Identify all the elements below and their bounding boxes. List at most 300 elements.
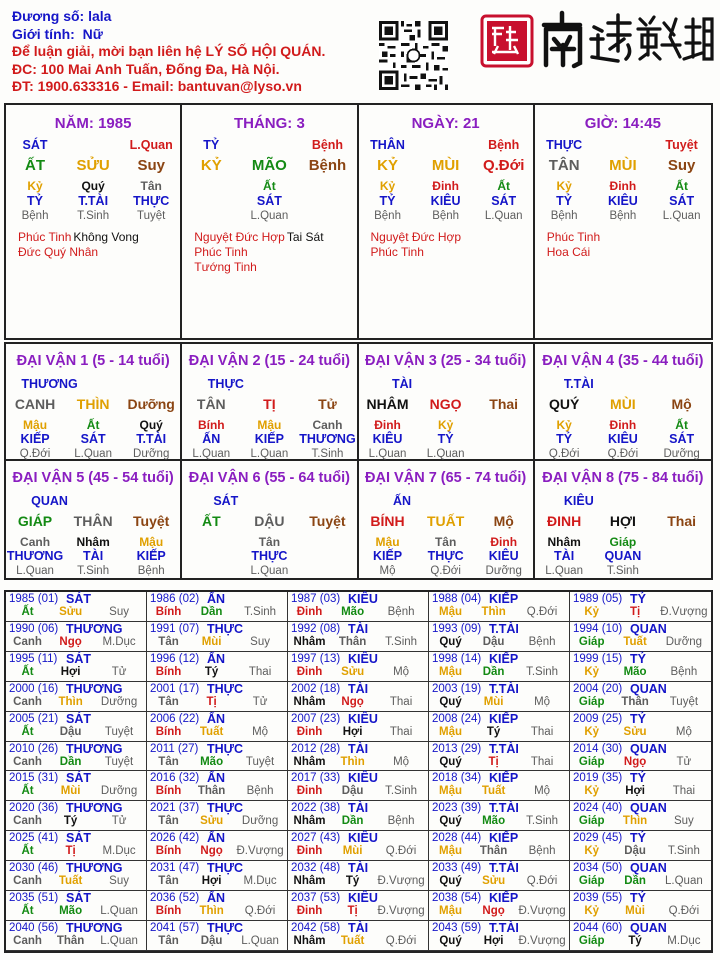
dv-cell: L.Quan [250,448,289,460]
year-branch: Thìn [199,905,224,918]
dai-van-god: SÁT [213,494,239,508]
year-god: KIÊU [348,592,378,606]
dv-cell: MÙI [610,396,636,412]
year-god: T.TÀI [489,861,519,876]
year-phase: Suy [673,815,694,828]
year-cell [570,801,711,831]
pillar-stem-branch-row [182,157,356,174]
dv-cell: Tử [318,396,337,412]
pillar-cell: Bệnh [21,210,49,222]
dai-van-title: ĐẠI VẬN 1 (5 - 14 tuổi) [16,353,170,369]
year-branch: Tị [347,905,358,918]
hidden-stem-row [535,179,711,193]
gender-label: Giới tính: [12,25,75,42]
dai-van-cell [182,461,358,578]
year-god: THỰC [207,681,244,696]
qr-code-icon [379,21,448,90]
year-label: 2022 (38) [291,802,341,815]
year-stem: Mậu [439,725,463,738]
pillar-title: NGÀY: 21 [411,115,480,132]
hidden-stem-row [182,179,356,193]
star-line [18,230,139,245]
year-phase: Mộ [534,785,551,798]
dv-cell: Tân [258,535,281,549]
year-label: 2016 (32) [150,772,200,785]
pillar-cell: Ất [497,179,511,193]
dai-van-god: QUAN [31,494,68,508]
year-cell [6,742,147,772]
year-cell [147,742,288,772]
year-label: 1986 (02) [150,593,200,605]
pillar-cell: Kỷ [27,179,43,193]
year-phase: T.Sinh [667,845,700,858]
year-cell [570,712,711,742]
dai-van-cell [6,344,182,461]
year-stem: Đinh [296,665,323,678]
dai-van-phase [182,565,356,577]
year-detail [570,935,711,947]
dv-cell: L.Quan [368,448,407,460]
year-label: 1999 (15) [573,652,623,665]
year-detail [6,845,146,857]
dv-cell: Giáp [609,535,637,549]
year-detail [147,935,287,947]
owner-name: Đương số: lala [12,8,112,24]
dv-cell: T.Sinh [77,565,110,577]
year-phase: Bệnh [387,815,415,828]
pillar-cell [298,210,356,222]
star-name: Phúc Tinh [546,230,601,244]
dv-cell: Mộ [379,565,396,577]
dv-cell: Kỷ [556,418,572,432]
dv-cell: Thai [489,396,519,412]
pillar-cell: L.Quan [662,210,701,222]
gender-value: Nữ [82,25,103,42]
year-phase: T.Sinh [244,606,277,618]
year-branch: Thân [197,785,226,798]
year-stem: Bính [155,606,182,618]
year-branch: Tý [345,875,360,888]
year-detail [429,726,569,738]
dai-van-god: KIÊU [563,494,594,508]
year-branch: Tị [65,845,76,858]
year-detail [429,935,569,947]
dv-cell: Dưỡng [127,396,175,412]
year-stem: Tân [158,815,179,828]
year-branch: Tý [486,725,501,738]
year-branch: Thân [338,635,367,648]
dai-van-hidden-god [6,549,180,563]
year-stem: Tân [158,635,179,648]
year-stem: Quý [439,875,462,888]
dv-cell: DẬU [254,513,285,529]
year-stem: Ất [21,725,34,738]
year-branch: Tị [206,695,217,708]
year-detail [429,636,569,648]
year-cell [429,831,570,861]
dv-cell: Dưỡng [485,565,522,577]
year-label: 2007 (23) [291,712,341,725]
star-name: Phúc Tinh [370,245,424,259]
year-stem: Bính [155,905,182,918]
year-phase: Mộ [534,695,551,708]
year-branch: Thìn [340,755,365,768]
year-cell [288,831,429,861]
dai-van-hidden-stem [182,535,356,549]
year-label: 1991 (07) [150,622,200,635]
year-detail [429,815,569,827]
dv-cell: Bệnh [137,565,165,577]
dai-van-hidden-god [535,549,711,563]
dai-van-stem-branch [535,513,711,529]
year-branch: Mão [200,755,224,768]
year-cell [6,682,147,712]
year-god: THỰC [207,861,244,876]
year-phase: Suy [109,875,129,888]
year-god: KIẾP [489,771,519,786]
year-stem: Giáp [578,755,605,768]
dai-van-stem-branch [182,513,356,529]
dv-cell: T.Sinh [311,448,344,460]
year-label: 2033 (49) [432,862,482,875]
year-phase: Q.Đới [668,905,700,918]
year-branch: Mùi [201,635,222,648]
stars-list [371,230,462,260]
year-branch: Tuất [481,785,506,798]
dv-cell: THỰC [251,549,288,563]
hidden-phase-row [182,210,356,222]
year-label: 1997 (13) [291,652,341,665]
pillar-cell: Ất [263,179,276,193]
year-cell [429,891,570,921]
year-detail [429,905,569,917]
year-detail [570,785,711,797]
four-pillars-table [4,103,713,340]
year-detail [6,756,146,768]
dv-cell [298,535,356,549]
year-cell [288,801,429,831]
year-phase: Mộ [393,665,410,678]
year-phase: L.Quan [241,935,279,948]
dv-cell [652,535,711,549]
dv-cell: TỶ [437,432,454,446]
year-god: TỶ [630,651,646,666]
year-detail [147,785,287,797]
dv-cell: NGỌ [429,396,462,412]
dai-van-title: ĐẠI VẬN 6 (55 - 64 tuổi) [188,470,350,486]
star-name: Nguyệt Đức Hợp [194,230,285,244]
stars-list [194,230,323,275]
year-label: 2011 (27) [150,742,199,755]
year-god: SÁT [66,711,91,726]
dv-cell: Canh [312,418,343,432]
pillar-cell: SÁT [491,194,517,208]
year-god: T.TÀI [489,621,519,636]
year-phase: Đ.Vượng [236,845,284,858]
hidden-god-row [182,194,356,208]
pillar-column [6,105,182,338]
dv-cell: Tuyệt [309,513,346,529]
year-phase: Tử [111,665,127,678]
year-phase: Q.Đới [244,905,276,918]
star-name: Nguyệt Đức Hợp [370,230,462,244]
year-god: ẤN [207,651,226,666]
year-god: TỶ [630,711,646,726]
dv-cell: KIÊU [372,432,403,446]
year-god: TỶ [630,831,646,846]
dv-cell [182,565,240,577]
star-name: Tướng Tinh [194,260,257,274]
pillar-cell: MÙI [431,157,460,174]
year-cell [147,712,288,742]
dv-cell [182,535,240,549]
star-name: Phúc Tinh [194,245,248,259]
hidden-phase-row [6,210,180,222]
year-stem: Quý [439,695,462,708]
year-cell [288,861,429,891]
dv-cell: KIẾP [372,549,403,563]
year-god: SÁT [66,831,91,846]
year-branch: Tuất [623,635,647,648]
year-detail [570,815,711,827]
year-phase: Đ.Vượng [660,606,708,618]
dv-cell: L.Quan [426,448,465,460]
dv-cell: KIẾP [20,432,50,446]
pillar-cell [298,179,356,193]
hidden-god-row [6,194,180,208]
year-cell [429,652,570,682]
year-label: 2020 (36) [9,802,59,815]
year-god: ẤN [207,831,226,846]
pillar-cell [298,194,356,208]
pillar-cell [64,138,122,152]
dv-cell [298,565,356,577]
year-stem: Mậu [439,845,463,858]
year-phase: L.Quan [100,905,138,918]
pillar-column [359,105,535,338]
pillar-cell: T.Sinh [77,210,110,222]
year-label: 2029 (45) [573,832,623,845]
pillar-cell: Bệnh [488,138,520,152]
year-label: 2044 (60) [573,922,623,935]
year-stem: Quý [439,635,462,648]
dv-cell: KIÊU [607,432,638,446]
year-detail [570,636,711,648]
year-phase: Dưỡng [665,635,703,648]
year-god: QUAN [630,801,667,816]
dv-cell: Mộ [493,513,514,529]
year-stem: Canh [13,695,42,708]
year-detail [570,666,711,678]
year-detail [147,756,287,768]
year-phase: M.Dục [243,875,277,888]
calligraphy-logo [536,5,716,75]
dv-cell [298,549,356,563]
year-god: KIÊU [348,831,378,846]
dv-cell: Bính [197,418,225,432]
year-detail [147,726,287,738]
year-cell [6,712,147,742]
year-phase: Tuyệt [104,755,134,768]
star-line [194,230,323,245]
year-stem: Ất [21,665,34,678]
year-cell [288,652,429,682]
year-label: 2024 (40) [573,802,623,815]
dai-van-hidden-god [182,432,356,446]
year-god: THƯƠNG [66,741,123,756]
pillar-cell: T.TÀI [78,194,109,208]
year-stem: Giáp [578,935,605,948]
year-stem: Đinh [296,905,323,918]
dv-cell: KIẾP [136,549,166,563]
dv-cell: ẤT [201,513,221,529]
year-label: 1988 (04) [432,593,482,605]
dv-cell: Q.Đới [607,448,639,460]
year-stem: Ất [21,785,34,798]
dai-van-phase [182,448,356,460]
dai-van-hidden-stem [359,535,533,549]
dai-van-hidden-god [182,549,356,563]
year-phase: Dưỡng [100,785,138,798]
year-label: 2014 (30) [573,742,623,755]
year-branch: Dần [482,665,505,678]
dai-van-phase [535,448,711,460]
year-stem: Tân [158,875,179,888]
year-detail [147,875,287,887]
dv-cell: Mậu [23,418,48,432]
star-name: Tai Sát [286,230,324,244]
year-branch: Dần [341,815,364,828]
year-god: TÀI [348,741,369,756]
star-line [547,245,600,260]
year-branch: Thân [621,695,649,708]
year-branch: Hợi [60,665,81,678]
year-cell [570,861,711,891]
pillar-stem-branch-row [359,157,533,174]
year-detail [288,756,428,768]
star-line [547,230,600,245]
year-cell [429,682,570,712]
year-cell [6,861,147,891]
year-god: QUAN [630,921,667,936]
year-branch: Thìn [58,695,83,708]
dv-cell: TÂN [196,396,226,412]
year-phase: Đ.Vượng [377,905,425,918]
year-detail [288,606,428,618]
year-branch: Tý [63,815,78,828]
pillar-cell [417,138,475,152]
year-god: KIÊU [348,651,378,666]
dai-van-cell [359,461,535,578]
year-detail [288,845,428,857]
dai-van-hidden-god [359,549,533,563]
year-cell [570,771,711,801]
year-stem: Ất [21,606,34,618]
dv-cell: Kỷ [437,418,454,432]
dai-van-cell [535,461,711,578]
dv-cell: TÀI [554,549,575,563]
pillar-cell [182,194,240,208]
dv-cell: Q.Đới [548,448,580,460]
year-branch: Ngọ [341,695,364,708]
year-detail [6,785,146,797]
year-cell [570,831,711,861]
pillar-cell [240,138,298,152]
year-phase: T.Sinh [385,635,418,648]
year-label: 2010 (26) [9,742,59,755]
stars-list [547,230,600,260]
year-god: KIẾP [489,831,519,846]
year-cell [6,831,147,861]
year-god: ẤN [207,592,226,606]
year-phase: Tử [111,815,127,828]
year-branch: Sửu [341,665,365,678]
pillar-cell: MÙI [609,157,637,174]
year-god: TÀI [348,801,369,816]
year-label: 2043 (59) [432,922,482,935]
pillar-cell: MÃO [251,157,287,174]
year-label: 2005 (21) [9,712,59,725]
pillar-cell: KIÊU [607,194,638,208]
dv-cell: Mậu [375,535,400,549]
year-cell [429,771,570,801]
dai-van-god: T.TÀI [563,377,594,391]
year-stem: Bính [155,785,182,798]
dv-cell: GIÁP [17,513,53,529]
year-label: 2040 (56) [9,922,59,935]
year-stem: Nhâm [293,815,326,828]
pillar-title: NĂM: 1985 [54,115,132,132]
hidden-stem-row [6,179,180,193]
pillar-cell: THỰC [133,194,170,208]
year-phase: Thai [389,695,413,708]
year-detail [6,666,146,678]
year-branch: Dần [624,875,646,888]
year-detail [429,666,569,678]
year-cell [429,921,570,951]
year-god: QUAN [630,861,667,876]
pillar-stem-branch-row [6,157,180,174]
year-phase: Tuyệt [104,725,134,738]
dai-van-hidden-stem [182,418,356,432]
year-branch: Dậu [200,935,223,948]
star-line [18,245,139,260]
year-god: ẤN [207,771,226,786]
year-god: KIÊU [348,891,378,906]
header-info [12,8,352,96]
pillar-cell: SÁT [22,138,48,152]
dv-cell: TÀI [83,549,104,563]
year-cell [288,622,429,652]
year-god: THƯƠNG [66,681,123,696]
pillar-cell: Bệnh [311,138,344,152]
year-detail [6,726,146,738]
dai-van-stem-branch [182,396,356,412]
year-label: 1998 (14) [432,652,482,665]
year-label: 2002 (18) [291,682,341,695]
year-label: 2004 (20) [573,682,623,695]
year-detail [147,905,287,917]
dai-van-stem-branch [6,513,180,529]
year-detail [288,636,428,648]
pillar-cell: Q.Đới [482,157,525,174]
dv-cell: Ất [675,418,688,432]
year-detail [288,935,428,947]
year-stem: Mậu [439,606,463,618]
year-cell [147,771,288,801]
dai-van-title: ĐẠI VẬN 4 (35 - 44 tuổi) [542,353,704,369]
pillar-title: THÁNG: 3 [233,115,305,132]
